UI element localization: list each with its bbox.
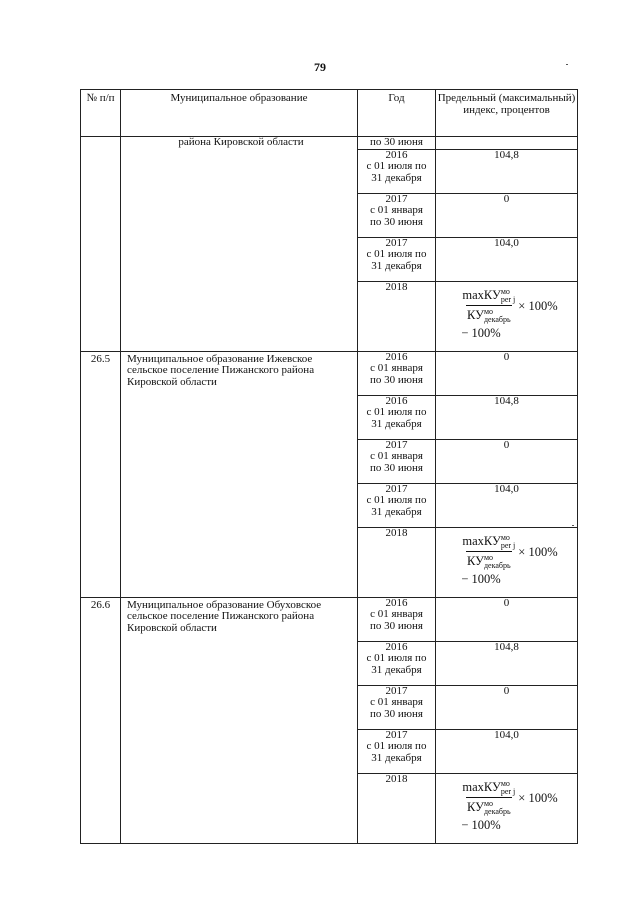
index-value-cell [436,395,578,439]
index-value: 0 [503,596,510,609]
index-value-cell [436,193,578,237]
year-label: 2016 [385,596,408,609]
year-label: 2017 [385,482,408,495]
limit-formula [461,780,557,832]
period-label: 31 декабря [371,751,422,764]
formula-numerator: maxКУ мо per j [462,532,516,550]
table-row [81,351,578,395]
year-label: 2017 [385,728,408,741]
index-value: 0 [503,684,510,697]
year-label: 2018 [385,280,408,293]
year-cell [358,641,436,685]
formula-den-sub: декабрь [483,806,511,816]
index-value-cell [436,483,578,527]
limit-formula [461,534,557,586]
year-label: 2018 [385,772,408,785]
row-number-cell [81,351,121,597]
limit-formula [461,288,557,340]
period-label: 31 декабря [371,505,422,518]
period-label: с 01 июля по [366,494,427,506]
formula-fraction [461,288,516,324]
table-row [81,137,578,150]
formula-denominator: КУ мо декабрь [466,305,512,324]
year-cell [358,483,436,527]
table-row [81,597,578,641]
period-label: с 01 января [370,204,423,216]
year-cell [358,395,436,439]
year-cell [358,149,436,193]
row-number: 26.5 [90,352,111,365]
formula-den-sup: мо [483,306,494,316]
period-label: по 30 июня [370,461,423,474]
scan-speck [566,64,568,65]
index-value-cell [436,597,578,641]
period-label: 31 декабря [371,259,422,272]
year-cell [358,685,436,729]
formula-multiplier: × 100% [518,544,558,559]
period-label: по 30 июня [370,136,423,148]
table-header-row [81,90,578,137]
formula-multiplier: × 100% [518,790,558,805]
period-label: с 01 января [370,362,423,374]
index-value: 104,0 [494,728,519,741]
period-label: по 30 июня [370,373,423,386]
index-value: 0 [503,438,510,451]
formula-num-sup: мо [500,286,510,296]
year-cell [358,351,436,395]
period-label: с 01 января [370,450,423,462]
period-label: с 01 января [370,696,423,708]
formula-numerator: maxКУ мо per j [462,286,516,304]
formula-tail: − 100% [461,817,501,832]
period-label: 31 декабря [371,171,422,184]
index-value-cell [436,137,578,150]
year-cell [358,597,436,641]
year-label: 2017 [385,438,408,451]
formula-numerator: maxКУ мо per j [462,778,516,796]
index-value: 104,8 [494,640,519,653]
index-value-cell [436,729,578,773]
formula-tail: − 100% [461,571,501,586]
formula-den-sub: декабрь [483,314,511,324]
year-cell [358,237,436,281]
formula-num-sup: мо [500,532,510,542]
header-year: Год [358,90,436,137]
year-label: 2016 [385,350,408,363]
index-value-cell [436,237,578,281]
year-label: 2016 [385,394,408,407]
year-cell [358,281,436,351]
period-label: 31 декабря [371,663,422,676]
formula-num-sub: per j [500,540,516,550]
formula-multiplier: × 100% [518,298,558,313]
municipality-cell [121,137,358,352]
formula-fraction [461,780,516,816]
municipality-cell [121,597,358,843]
year-label: 2016 [385,640,408,653]
page-number: 79 [314,60,326,74]
period-label: с 01 июля по [366,406,427,418]
row-number: 26.6 [90,598,111,611]
header-num: № п/п [81,90,121,137]
year-label: 2017 [385,192,408,205]
index-value: 104,0 [494,236,519,249]
period-label: с 01 июля по [366,160,427,172]
header-index: Предельный (максимальный) индекс, процентов [436,90,578,137]
formula-den-sup: мо [483,552,494,562]
municipality-name: Муниципальное образование Ижевское сельское поселение Пижанского района Кировской области [127,352,315,388]
index-value: 104,8 [494,148,519,161]
year-label: 2017 [385,684,408,697]
index-value-cell [436,149,578,193]
formula-num-sub: per j [500,294,516,304]
index-value: 0 [503,350,510,363]
index-value: 104,8 [494,394,519,407]
formula-num-sup: мо [500,778,510,788]
index-value-cell [436,685,578,729]
period-label: по 30 июня [370,707,423,720]
year-label: 2016 [385,148,408,161]
index-value: 104,0 [494,482,519,495]
year-cell [358,137,436,150]
municipality-cell [121,351,358,597]
index-value-cell [436,281,578,351]
formula-denominator: КУ мо декабрь [466,551,512,570]
year-label: 2018 [385,526,408,539]
index-value-cell [436,641,578,685]
formula-den-sub: декабрь [483,560,511,570]
municipality-name: Муниципальное образование Обуховское сельское поселение Пижанского района Кировской области [127,598,322,634]
period-label: с 01 июля по [366,740,427,752]
year-cell [358,729,436,773]
index-value-cell [436,351,578,395]
period-label: с 01 июля по [366,652,427,664]
year-cell [358,527,436,597]
index-value: 0 [503,192,510,205]
row-number-cell [81,597,121,843]
index-table [80,89,578,844]
formula-denominator: КУ мо декабрь [466,797,512,816]
index-value-cell [436,527,578,597]
formula-fraction [461,534,516,570]
year-cell [358,439,436,483]
formula-num-sub: per j [500,786,516,796]
row-number-cell [81,137,121,352]
formula-tail: − 100% [461,325,501,340]
municipality-name: района Кировской области [178,136,304,148]
year-cell [358,773,436,843]
index-value-cell [436,439,578,483]
period-label: с 01 июля по [366,248,427,260]
index-value-cell [436,773,578,843]
year-label: 2017 [385,236,408,249]
period-label: 31 декабря [371,417,422,430]
period-label: с 01 января [370,608,423,620]
formula-den-sup: мо [483,798,494,808]
header-municipality: Муниципальное образование [121,90,358,137]
period-label: по 30 июня [370,215,423,228]
year-cell [358,193,436,237]
period-label: по 30 июня [370,619,423,632]
